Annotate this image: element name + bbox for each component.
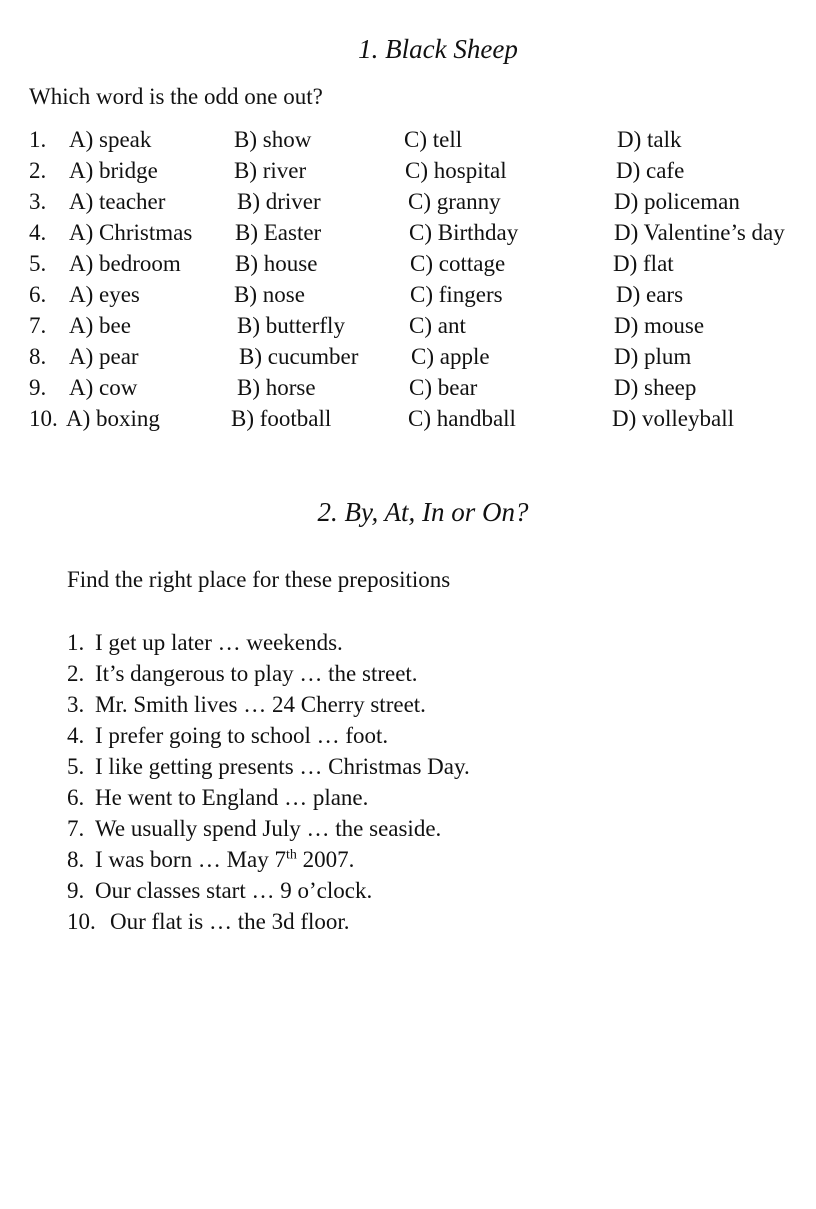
sentence-text-after: 2007. [296, 847, 355, 872]
question-row [0, 282, 816, 313]
question-row [0, 251, 816, 282]
sentence-number: 10. [67, 909, 96, 934]
option-d: D) mouse [614, 313, 705, 338]
option-a: A) pear [69, 344, 139, 369]
question-row [0, 375, 816, 406]
section1-instruction: Which word is the odd one out? [29, 84, 323, 109]
sentence-text: We usually spend July … the seaside. [95, 816, 442, 841]
option-b: B) house [235, 251, 318, 276]
sentence-row [67, 754, 470, 785]
sentence-number: 3. [67, 692, 85, 717]
sentence-number: 4. [67, 723, 85, 748]
sentence-row [67, 661, 418, 692]
sentence-number: 1. [67, 630, 85, 655]
option-c: C) Birthday [409, 220, 519, 245]
option-d: D) volleyball [612, 406, 734, 431]
question-number: 8. [29, 344, 47, 369]
option-b: B) Easter [235, 220, 322, 245]
question-number: 4. [29, 220, 47, 245]
option-a: A) teacher [69, 189, 166, 214]
option-b: B) driver [237, 189, 321, 214]
question-number: 2. [29, 158, 47, 183]
section2-instruction: Find the right place for these prepositions [67, 567, 451, 592]
sentence-number: 6. [67, 785, 85, 810]
question-row [0, 313, 816, 344]
option-c: C) fingers [410, 282, 503, 307]
question-number: 3. [29, 189, 47, 214]
sentence-number: 2. [67, 661, 85, 686]
option-a: A) Christmas [69, 220, 193, 245]
sentence-row [67, 723, 388, 754]
sentence-row [67, 816, 441, 847]
option-d: D) cafe [616, 158, 685, 183]
option-b: B) show [234, 127, 312, 152]
sentence-text: I like getting presents … Christmas Day. [95, 754, 470, 779]
option-d: D) Valentine’s day [614, 220, 785, 245]
option-c: C) granny [408, 189, 501, 214]
question-number: 9. [29, 375, 47, 400]
sentence-row [67, 692, 426, 723]
sentence-text: I prefer going to school … foot. [95, 723, 389, 748]
sentence-number: 7. [67, 816, 85, 841]
option-b: B) horse [237, 375, 316, 400]
option-d: D) ears [616, 282, 684, 307]
option-a: A) speak [69, 127, 152, 152]
sentence-text: Mr. Smith lives … 24 Cherry street. [95, 692, 426, 717]
option-c: C) hospital [405, 158, 507, 183]
option-d: D) policeman [614, 189, 740, 214]
section2-title: 2. By, At, In or On? [317, 497, 529, 527]
sentence-row [67, 630, 343, 661]
question-number: 5. [29, 251, 47, 276]
sentence-row [67, 847, 354, 878]
option-c: C) handball [408, 406, 516, 431]
option-b: B) river [234, 158, 307, 183]
sentence-text: It’s dangerous to play … the street. [95, 661, 418, 686]
option-a: A) cow [69, 375, 138, 400]
question-number: 7. [29, 313, 47, 338]
sentence-row [67, 785, 368, 816]
option-a: A) bedroom [69, 251, 181, 276]
sentence-number: 5. [67, 754, 85, 779]
option-c: C) ant [409, 313, 466, 338]
sentence-text: He went to England … plane. [95, 785, 369, 810]
question-number: 10. [29, 406, 58, 431]
ordinal-suffix: th [286, 847, 297, 863]
section1-title: 1. Black Sheep [358, 34, 518, 64]
option-b: B) football [231, 406, 332, 431]
option-d: D) flat [613, 251, 674, 276]
option-c: C) bear [409, 375, 478, 400]
option-b: B) nose [234, 282, 305, 307]
question-row [0, 158, 816, 189]
sentence-row [67, 878, 372, 909]
sentence-row [67, 909, 350, 940]
option-c: C) tell [404, 127, 463, 152]
option-d: D) plum [614, 344, 692, 369]
option-b: B) cucumber [239, 344, 359, 369]
sentence-number: 9. [67, 878, 85, 903]
question-row [0, 406, 816, 437]
question-row [0, 189, 816, 220]
sentence-text: I get up later … weekends. [95, 630, 343, 655]
option-a: A) eyes [69, 282, 140, 307]
sentence-text: Our classes start … 9 o’clock. [95, 878, 373, 903]
option-a: A) bee [69, 313, 131, 338]
question-row [0, 220, 816, 251]
option-d: D) talk [617, 127, 682, 152]
question-number: 1. [29, 127, 47, 152]
option-c: C) cottage [410, 251, 506, 276]
sentence-text: Our flat is … the 3d floor. [110, 909, 350, 934]
option-d: D) sheep [614, 375, 697, 400]
question-row [0, 127, 816, 158]
option-a: A) boxing [66, 406, 160, 431]
option-a: A) bridge [69, 158, 158, 183]
question-row [0, 344, 816, 375]
option-c: C) apple [411, 344, 490, 369]
sentence-text-before: I was born … May 7 [95, 847, 286, 872]
sentence-number: 8. [67, 847, 85, 872]
option-b: B) butterfly [237, 313, 345, 338]
question-number: 6. [29, 282, 47, 307]
